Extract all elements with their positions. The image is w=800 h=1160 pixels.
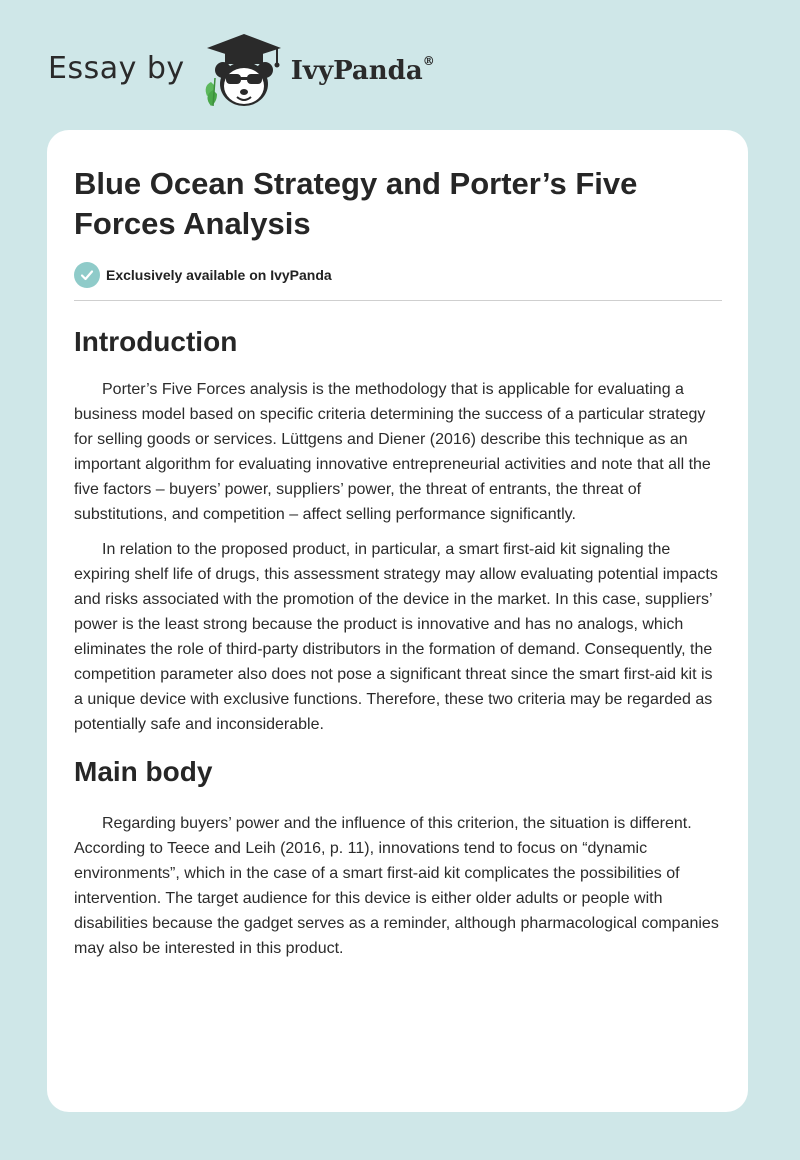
section-heading-introduction: Introduction (74, 326, 238, 357)
site-header (48, 30, 435, 110)
ivypanda-logo[interactable] (201, 30, 435, 110)
paragraph: Porter’s Five Forces analysis is the methodology that is applicable for evaluating a business model based on specific criteria determining the success of a particular strategy for selling goods or services. Lüttgens and Diener (2016) describe this technique as an important algorithm for evaluating innovative entrepreneurial activities and note that all the five factors – buyers’ power, suppliers’ power, the threat of entrants, the threat of substitutions, and competition – affect selling performance significantly. (74, 381, 711, 523)
essay-card (47, 130, 748, 1112)
paragraph: In relation to the proposed product, in particular, a smart first-aid kit signaling the expiring shelf life of drugs, this assessment strategy may allow evaluating potential impacts and risks associated with the promotion of the device in the market. In this case, suppliers’ power is the least strong because the product is innovative and has no analogs, which eliminates the role of third-party distributors in the formation of demand. Consequently, the competition parameter also does not pose a significant threat since the smart first-aid kit is a unique device with exclusive functions. Therefore, these two criteria may be regarded as potentially safe and inconsiderable. (74, 541, 718, 733)
exclusive-badge (74, 262, 722, 288)
section-heading-main-body: Main body (74, 756, 213, 787)
badge-label: Exclusively available on IvyPanda (106, 267, 332, 283)
essay-title: Blue Ocean Strategy and Porter’s Five Forces Analysis (74, 166, 638, 241)
divider (74, 300, 722, 301)
panda-mascot-icon (201, 30, 287, 110)
check-icon (74, 262, 100, 288)
essay-content (74, 164, 722, 971)
brand-name: IvyPanda® (290, 54, 435, 86)
essay-by-label: Essay by (48, 50, 185, 86)
paragraph: Regarding buyers’ power and the influence of this criterion, the situation is different. According to Teece and Leih (2016, p. 11), innovations tend to focus on “dynamic environments”, which in the case of a smart first-aid kit complicates the possibilities of intervention. The target audience for this device is either older adults or people with disabilities because the gadget serves as a reminder, although pharmacological companies may also be interested in this product. (74, 815, 719, 957)
